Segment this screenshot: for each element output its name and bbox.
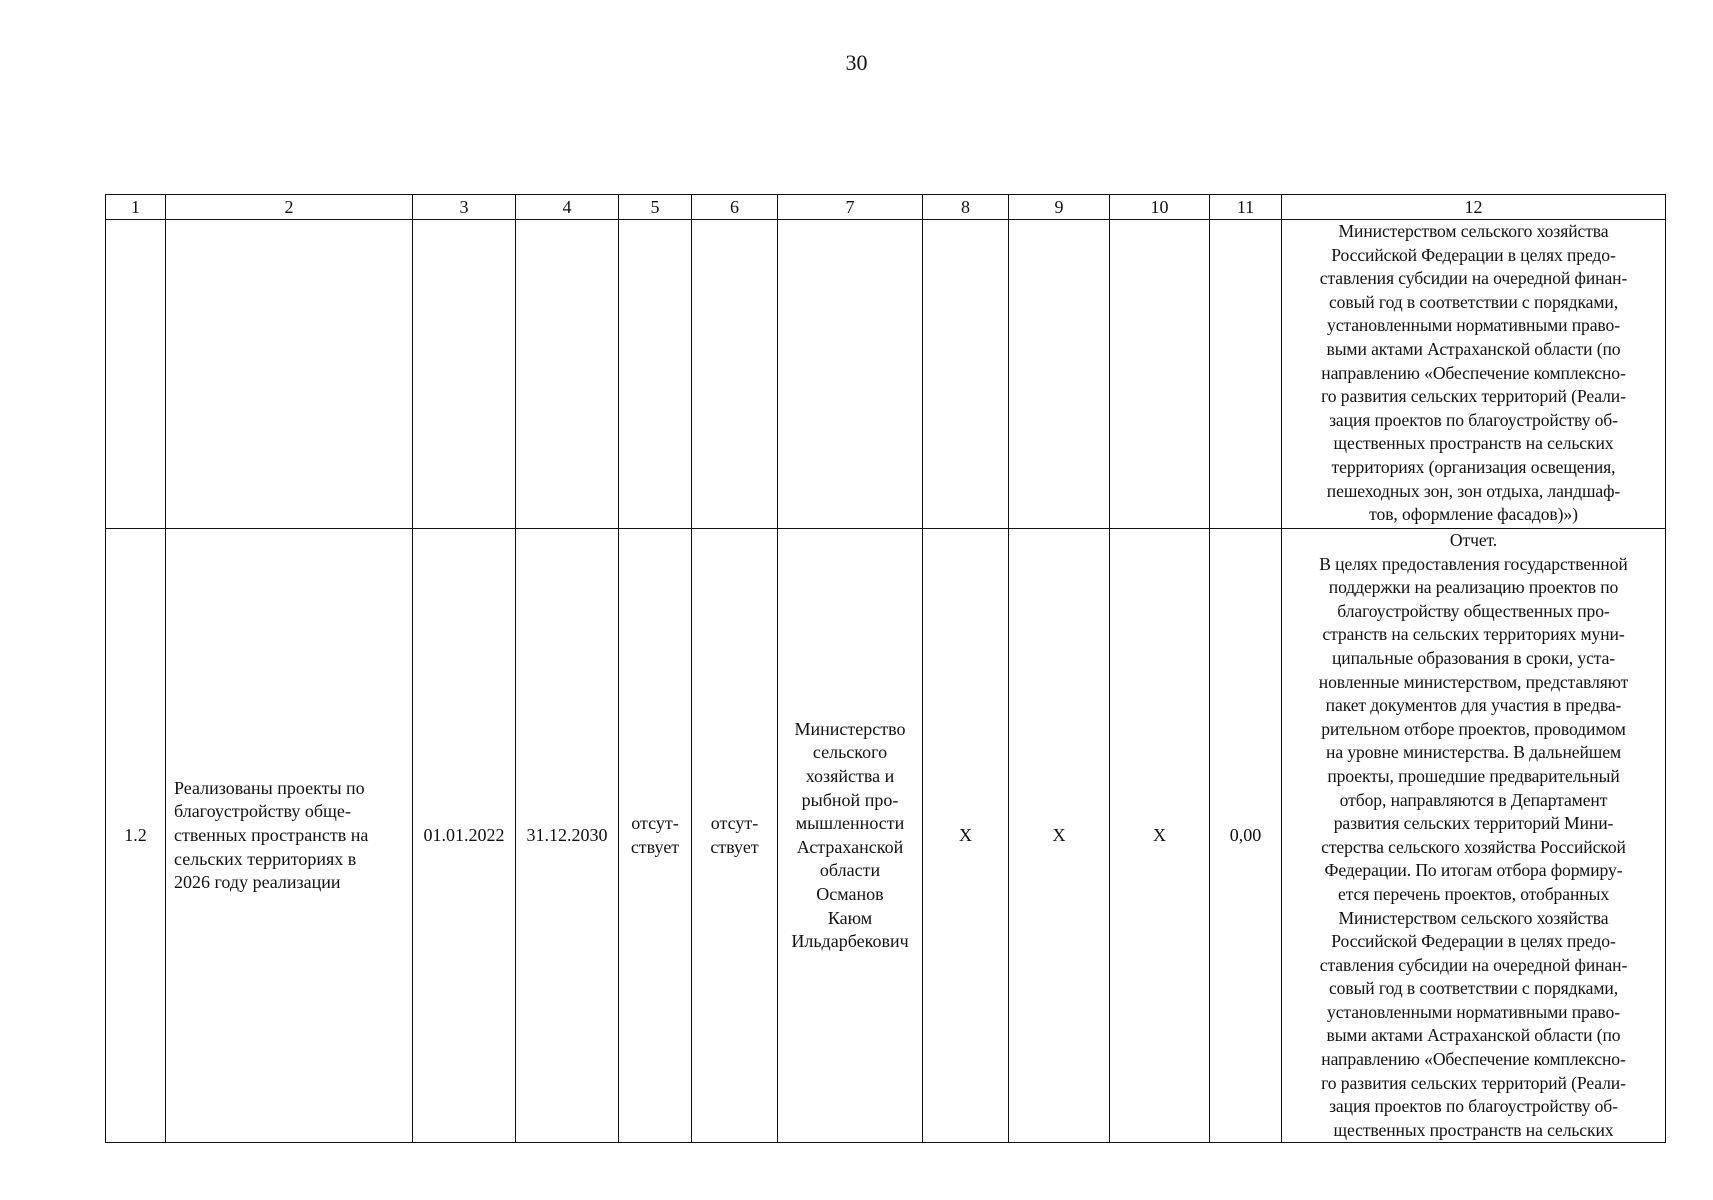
column-header-6: 6 [692, 195, 778, 220]
column-header-9: 9 [1009, 195, 1110, 220]
cell-result-name: Реализованы проекты по благоустройству обще- ственных пространств на сельских территориях в 2026 году реализации [166, 529, 413, 1143]
column-header-8: 8 [923, 195, 1009, 220]
description-text: Отчет. В целях предоставления государственной поддержки на реализацию проектов по благоустройству общественных про- странств на сельских территориях муни- ципальные образования в сроки, уста- новленные министерством, представляют пакет документов для участия в предва- рительном отборе проектов, проводимом на уровне министерства. В дальнейшем проекты, прошедшие предварительный отбор, направляются в Департамент развития сельских территорий Мини- стерства сельского хозяйства Российской Федерации. По итогам отбора формиру- ется перечень проектов, отобранных Министерством сельского хозяйства Российской Федерации в целях предо- ставления субсидии на очередной финан- совый год в соответствии с порядками, установленными нормативными право- выми актами Астраханской области (по направлению «Обеспечение комплексно- го развития сельских территорий (Реали- зация проектов по благоустройству об- щественных пространств на сельских [1318, 530, 1629, 1140]
cell-col-6: отсут- ствует [692, 529, 778, 1143]
table-container [105, 194, 1665, 1143]
cell-end-date [516, 220, 619, 529]
column-header-3: 3 [413, 195, 516, 220]
cell-col-9: Х [1009, 529, 1110, 1143]
column-header-4: 4 [516, 195, 619, 220]
cell-col-5: отсут- ствует [619, 529, 692, 1143]
column-header-11: 11 [1210, 195, 1282, 220]
description-text: Министерством сельского хозяйства Российской Федерации в целях предо- ставления субсидии на очередной финан- совый год в соответствии с порядками, установленными нормативными право- выми актами Астраханской области (по направлению «Обеспечение комплексно- го развития сельских территорий (Реали- зация проектов по благоустройству об- щественных пространств на сельских территориях (организация освещения, пешеходных зон, зон отдыха, ландшаф- тов, оформление фасадов)») [1319, 221, 1628, 525]
cell-col-8: Х [923, 529, 1009, 1143]
cell-col-11: 0,00 [1210, 529, 1282, 1143]
column-header-1: 1 [106, 195, 166, 220]
column-header-10: 10 [1110, 195, 1210, 220]
column-header-2: 2 [166, 195, 413, 220]
column-header-5: 5 [619, 195, 692, 220]
cell-number: 1.2 [106, 529, 166, 1143]
header-row [106, 195, 1666, 220]
cell-col-10 [1110, 220, 1210, 529]
column-header-7: 7 [778, 195, 923, 220]
cell-col-10: Х [1110, 529, 1210, 1143]
table-row-continuation [106, 220, 1666, 529]
table-row-1-2 [106, 529, 1666, 1143]
page-number: 30 [845, 50, 868, 75]
cell-responsible: Министерство сельского хозяйства и рыбной про- мышленности Астраханской области Османов Каюм Ильдарбекович [778, 529, 923, 1143]
cell-description [1282, 220, 1666, 529]
cell-description [1282, 529, 1666, 1143]
program-table [105, 194, 1666, 1143]
cell-responsible [778, 220, 923, 529]
cell-col-5 [619, 220, 692, 529]
cell-col-6 [692, 220, 778, 529]
cell-end-date: 31.12.2030 [516, 529, 619, 1143]
cell-start-date [413, 220, 516, 529]
cell-col-8 [923, 220, 1009, 529]
cell-number [106, 220, 166, 529]
cell-start-date: 01.01.2022 [413, 529, 516, 1143]
cell-col-9 [1009, 220, 1110, 529]
column-header-12: 12 [1282, 195, 1666, 220]
cell-result-name [166, 220, 413, 529]
cell-col-11 [1210, 220, 1282, 529]
